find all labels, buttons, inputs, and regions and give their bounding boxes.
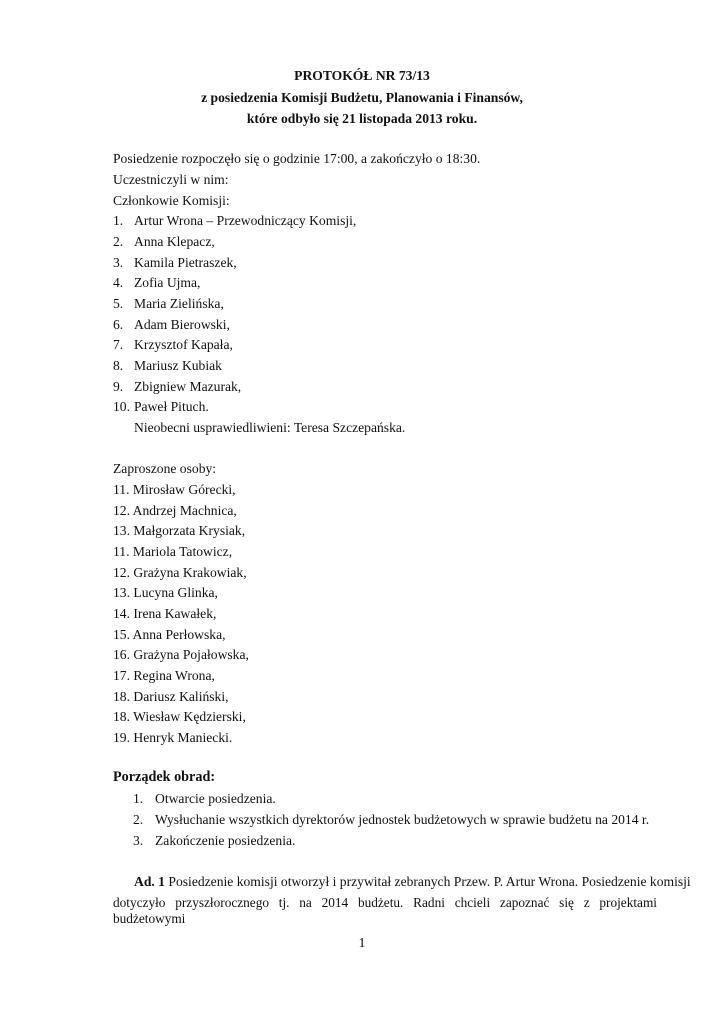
- member-number: 3.: [113, 255, 124, 270]
- member-name: Adam Bierowski,: [134, 317, 230, 332]
- member-item: [113, 275, 200, 291]
- protocol-subtitle-2: które odbyło się 21 listopada 2013 roku.: [246, 111, 478, 126]
- member-name: Paweł Pituch.: [134, 399, 209, 414]
- member-item: [113, 379, 241, 395]
- member-item: [113, 337, 233, 353]
- guest-item: 17. Regina Wrona,: [113, 668, 215, 683]
- guest-item: 13. Małgorzata Krysiak,: [113, 523, 246, 538]
- agenda-text: Otwarcie posiedzenia.: [155, 791, 276, 806]
- member-number: 9.: [113, 379, 124, 394]
- ad1-text-1: Posiedzenie komisji otworzył i przywitał zebranych Przew. P. Artur Wrona. Posiedzenie komisji: [168, 874, 691, 889]
- member-item: [113, 255, 237, 271]
- guest-item: 12. Grażyna Krakowiak,: [113, 565, 247, 580]
- member-name: Krzysztof Kapała,: [134, 337, 233, 352]
- ad1-label: Ad. 1: [134, 874, 165, 889]
- guest-item: 16. Grażyna Pojałowska,: [113, 647, 249, 662]
- guests-heading: Zaproszone osoby:: [113, 461, 217, 476]
- guest-item: 12. Andrzej Machnica,: [113, 503, 237, 518]
- member-name: Kamila Pietraszek,: [134, 255, 237, 270]
- protocol-title: PROTOKÓŁ NR 73/13: [294, 68, 430, 83]
- member-name: Zofia Ujma,: [134, 275, 201, 290]
- member-name: Mariusz Kubiak: [134, 358, 222, 373]
- member-number: 7.: [113, 337, 124, 352]
- member-name: Anna Klepacz,: [134, 234, 215, 249]
- member-number: 1.: [113, 213, 124, 228]
- member-number: 6.: [113, 317, 124, 332]
- member-number: 5.: [113, 296, 124, 311]
- ad1-line-1: [113, 874, 691, 890]
- protocol-subtitle-1: z posiedzenia Komisji Budżetu, Planowania i Finansów,: [201, 90, 523, 105]
- meeting-time: Posiedzenie rozpoczęło się o godzinie 17:00, a zakończyło o 18:30.: [113, 151, 481, 166]
- agenda-item: [133, 791, 276, 807]
- guest-item: 11. Mirosław Górecki,: [113, 482, 236, 497]
- member-name: Artur Wrona – Przewodniczący Komisji,: [134, 213, 357, 228]
- guest-item: 11. Mariola Tatowicz,: [113, 544, 233, 559]
- guest-item: 13. Lucyna Glinka,: [113, 585, 218, 600]
- member-name: Maria Zielińska,: [134, 296, 224, 311]
- member-number: 4.: [113, 275, 124, 290]
- member-number: 10.: [113, 399, 130, 414]
- member-item: [113, 358, 222, 374]
- agenda-number: 3.: [133, 833, 144, 848]
- member-number: 8.: [113, 358, 124, 373]
- guest-item: 14. Irena Kawałek,: [113, 606, 217, 621]
- agenda-item: [133, 833, 295, 849]
- guest-item: 18. Dariusz Kaliński,: [113, 689, 229, 704]
- agenda-number: 1.: [133, 791, 144, 806]
- participants-label: Uczestniczyli w nim:: [113, 172, 229, 187]
- member-item: [113, 399, 209, 415]
- members-heading: Członkowie Komisji:: [113, 193, 230, 208]
- member-item: [113, 317, 230, 333]
- member-item: [113, 234, 215, 250]
- guest-item: 18. Wiesław Kędzierski,: [113, 709, 246, 724]
- guest-item: 15. Anna Perłowska,: [113, 627, 226, 642]
- member-name: Zbigniew Mazurak,: [134, 379, 242, 394]
- agenda-heading: Porządek obrad:: [113, 769, 216, 785]
- agenda-text: Wysłuchanie wszystkich dyrektorów jednostek budżetowych w sprawie budżetu na 2014 r.: [155, 812, 650, 827]
- absent-members: Nieobecni usprawiedliwieni: Teresa Szczepańska.: [134, 420, 406, 435]
- member-item: [113, 296, 224, 312]
- agenda-number: 2.: [133, 812, 144, 827]
- agenda-item: [133, 812, 649, 828]
- member-number: 2.: [113, 234, 124, 249]
- agenda-text: Zakończenie posiedzenia.: [155, 833, 296, 848]
- member-item: [113, 213, 356, 229]
- ad1-line-2: dotyczyło przyszłorocznego tj. na 2014 budżetu. Radni chcieli zapoznać się z projektami budżetowymi: [113, 895, 657, 926]
- page-number: 1: [358, 936, 366, 951]
- guest-item: 19. Henryk Maniecki.: [113, 730, 233, 745]
